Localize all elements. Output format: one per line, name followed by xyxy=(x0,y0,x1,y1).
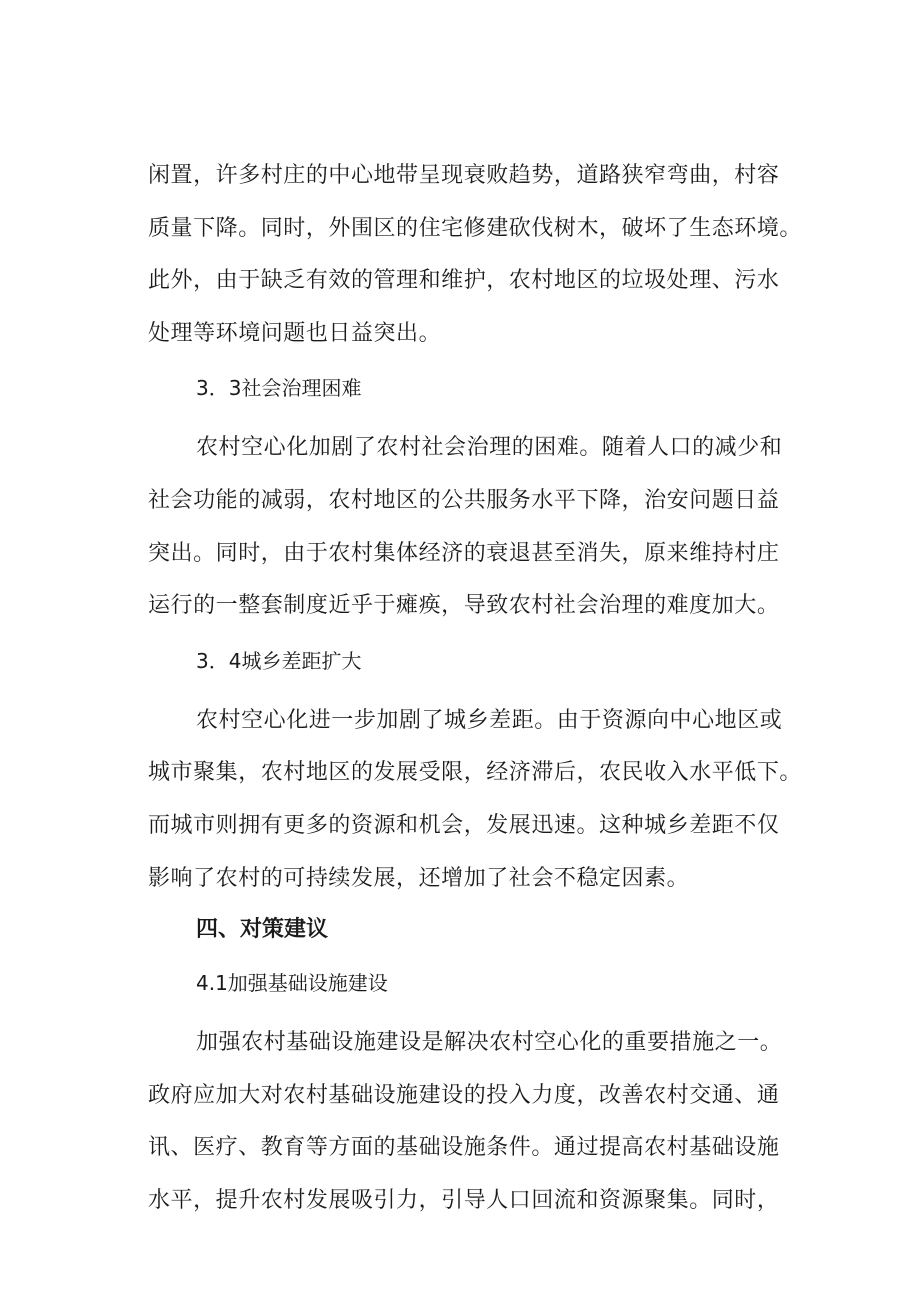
paragraph-line: 农村空心化进一步加剧了城乡差距。由于资源向中心地区或 xyxy=(196,707,783,733)
chapter-heading-4: 四、对策建议 xyxy=(196,917,329,943)
paragraph-environment xyxy=(148,150,808,360)
paragraph-line: 加强农村基础设施建设是解决农村空心化的重要措施之一。 xyxy=(196,1030,783,1056)
paragraph-line: 农村空心化加剧了农村社会治理的困难。随着人口的减少和 xyxy=(196,435,783,461)
paragraph-line: 政府应加大对农村基础设施建设的投入力度，改善农村交通、通 xyxy=(148,1082,780,1108)
paragraph-line: 质量下降。同时，外围区的住宅修建砍伐树木，破坏了生态环境。 xyxy=(148,215,802,241)
paragraph-line: 讯、医疗、教育等方面的基础设施条件。通过提高农村基础设施 xyxy=(148,1135,780,1161)
paragraph-line: 运行的一整套制度近乎于瘫痪，导致农村社会治理的难度加大。 xyxy=(148,593,780,619)
paragraph-line: 闲置，许多村庄的中心地带呈现衰败趋势，道路狭窄弯曲，村容 xyxy=(148,163,780,188)
section-heading-4-1: 4.1加强基础设施建设 xyxy=(196,971,388,996)
paragraph-urban-rural-gap xyxy=(148,695,808,905)
paragraph-social-governance xyxy=(148,422,808,632)
section-heading-3-4: 3．4城乡差距扩大 xyxy=(196,648,362,673)
paragraph-line: 而城市则拥有更多的资源和机会，发展迅速。这种城乡差距不仅 xyxy=(148,812,780,838)
paragraph-infrastructure xyxy=(148,1017,808,1227)
paragraph-line: 影响了农村的可持续发展，还增加了社会不稳定因素。 xyxy=(148,865,690,891)
paragraph-line: 突出。同时，由于农村集体经济的衰退甚至消失，原来维持村庄 xyxy=(148,540,780,566)
paragraph-line: 此外，由于缺乏有效的管理和维护，农村地区的垃圾处理、污水 xyxy=(148,268,780,294)
document-page xyxy=(148,150,808,1228)
section-heading-3-3: 3．3社会治理困难 xyxy=(196,376,362,401)
paragraph-line: 社会功能的减弱，农村地区的公共服务水平下降，治安问题日益 xyxy=(148,487,780,513)
paragraph-line: 处理等环境问题也日益突出。 xyxy=(148,320,442,346)
paragraph-line: 城市聚集，农村地区的发展受限，经济滞后，农民收入水平低下。 xyxy=(148,760,802,786)
paragraph-line: 水平，提升农村发展吸引力，引导人口回流和资源聚集。同时， xyxy=(148,1187,780,1213)
